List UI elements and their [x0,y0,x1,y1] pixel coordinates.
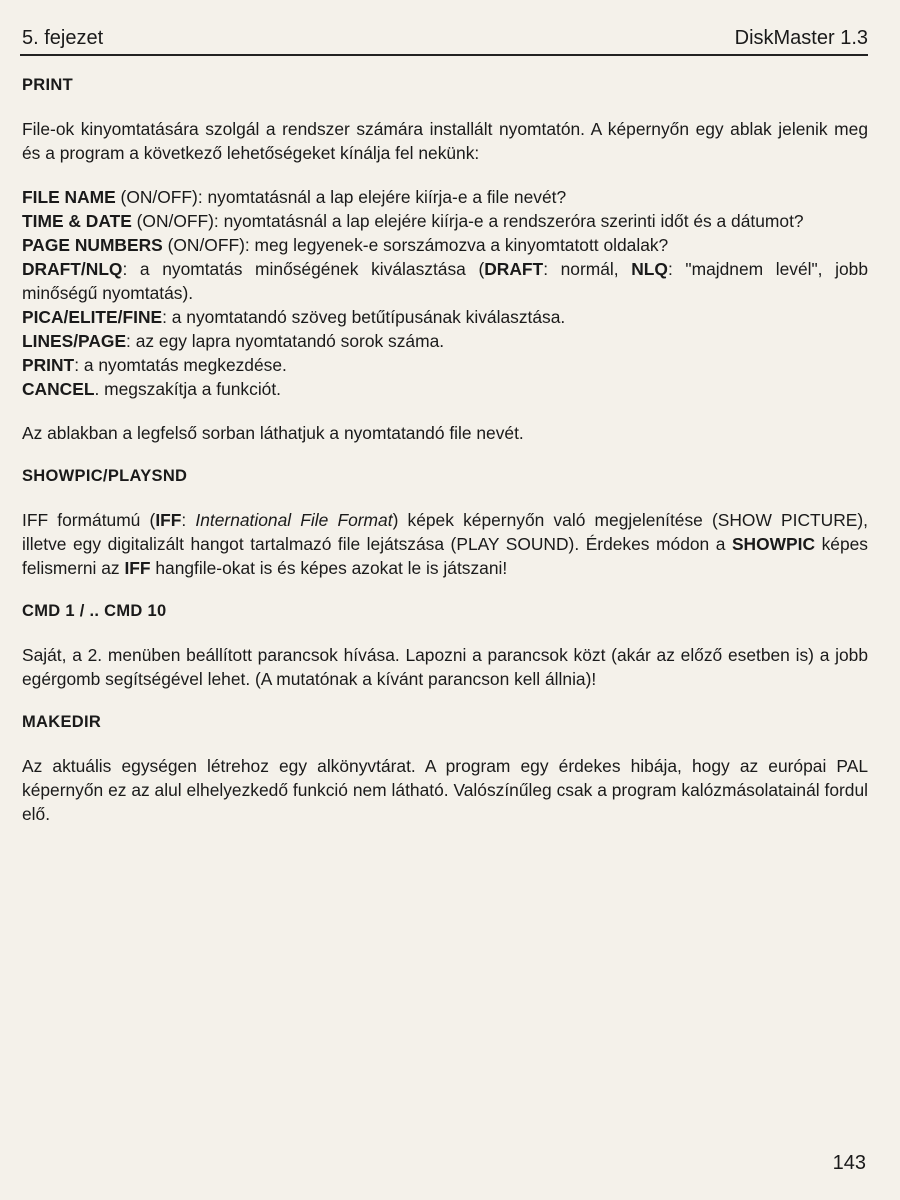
page-content [22,76,868,826]
option-cancel [22,377,868,401]
print-outro: Az ablakban a legfelső sorban láthatjuk a nyomtatandó file nevét. [22,423,524,443]
text-run: : [181,510,196,530]
book-page [20,0,876,1200]
book-title: DiskMaster 1.3 [734,27,868,49]
text-run: hangfile-okat is és képes azokat le is játszani! [150,558,508,578]
option-file-name [22,185,868,209]
makedir-body: Az aktuális egységen létrehoz egy alkönyvtárat. A program egy érdekes hibája, hogy az európai PAL képernyőn ez az alul elhelyezkedő funkció nem látható. Valószínűleg csak a program kalózmásolatainál fordul elő. [22,756,868,824]
option-text: : normál, [543,259,632,279]
option-text: (ON/OFF): nyomtatásnál a lap elejére kiírja-e a file nevét? [115,187,567,207]
showpic-body [22,508,868,580]
section-heading-cmd: CMD 1 / .. CMD 10 [22,602,167,620]
option-pica-elite-fine [22,305,868,329]
option-text: : az egy lapra nyomtatandó sorok száma. [126,331,445,351]
option-text: : a nyomtatás minőségének kiválasztása ( [122,259,485,279]
text-run: SHOWPIC [731,534,816,554]
option-text: : a nyomtatás megkezdése. [74,355,287,375]
page-number: 143 [832,1152,866,1174]
option-time-date [22,209,868,233]
section-heading-makedir: MAKEDIR [22,713,102,731]
option-text: (ON/OFF): meg legyenek-e sorszámozva a kinyomtatott oldalak? [162,235,669,255]
option-key: PRINT [22,355,75,375]
text-run: IFF formátumú ( [22,510,156,530]
cmd-body: Saját, a 2. menüben beállított parancsok hívása. Lapozni a parancsok közt (akár az előző esetben is) a jobb egérgomb segítségével lehet. (A mutatónak a kívánt parancson kell állnia)! [22,645,868,689]
text-run: IFF [155,510,182,530]
section-heading-showpic: SHOWPIC/PLAYSND [22,467,188,485]
option-print [22,353,868,377]
option-text: (ON/OFF): nyomtatásnál a lap elejére kiírja-e a rendszeróra szerinti időt és a dátumot? [131,211,804,231]
option-key: LINES/PAGE [22,331,127,351]
option-key: PICA/ELITE/FINE [22,307,163,327]
option-text: : a nyomtatandó szöveg betűtípusának kiválasztása. [162,307,566,327]
option-key: CANCEL [22,379,95,399]
text-run: képes felismerni az [22,534,868,578]
option-lines-page [22,329,868,353]
option-text: : "majdnem levél", jobb minőségű nyomtatás). [22,259,868,303]
print-intro: File-ok kinyomtatására szolgál a rendszer számára installált nyomtatón. A képernyőn egy ablak jelenik meg és a program a következő lehetőségeket kínálja fel nekünk: [22,119,868,163]
text-run: IFF [124,558,151,578]
option-key: TIME & DATE [22,211,132,231]
chapter-label: 5. fejezet [22,27,104,49]
option-key: PAGE NUMBERS [22,235,163,255]
option-text: . megszakítja a funkciót. [94,379,282,399]
section-heading-print: PRINT [22,76,73,94]
option-key: DRAFT/NLQ [22,259,123,279]
text-run: ) képek képernyőn való megjelenítése (SHOW PICTURE), illetve egy digitalizált hangot tartalmazó file lejátszása (PLAY SOUND). Érdekes módon a [22,510,868,554]
text-run: International File Format [195,510,393,530]
option-draft-nlq [22,257,868,305]
option-key: FILE NAME [22,187,116,207]
option-page-numbers [22,233,868,257]
option-key: NLQ [631,259,668,279]
option-key: DRAFT [484,259,544,279]
running-header [20,18,868,56]
